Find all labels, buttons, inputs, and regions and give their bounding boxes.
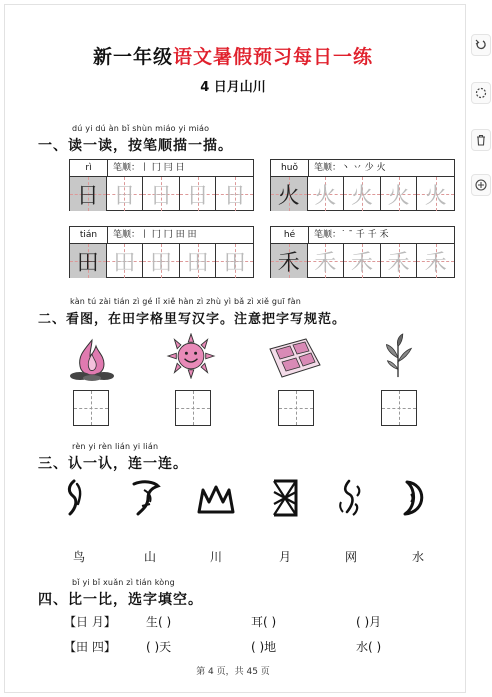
word-wang[interactable]: 网 <box>345 550 358 564</box>
lasso-icon <box>475 87 487 99</box>
section1-heading: 一、读一读，按笔顺描一描。 <box>38 138 233 154</box>
ancient-mountain-glyph <box>130 478 164 518</box>
fill-blank[interactable]: 耳( ) <box>251 615 277 629</box>
word-shui[interactable]: 水 <box>412 550 425 564</box>
fill-blank[interactable]: 生( ) <box>146 615 172 629</box>
rotate-button[interactable] <box>471 34 491 56</box>
fill-blank[interactable]: ( )地 <box>251 640 277 654</box>
section2-pinyin: kàn tú zài tián zì gé lǐ xiě hàn zì zhù yì bǎ zì xiě guī fàn <box>70 297 301 306</box>
fill-blank[interactable]: ( )天 <box>146 640 172 654</box>
field-picture <box>266 335 322 381</box>
word-shan[interactable]: 山 <box>144 550 157 564</box>
stroke-box-tian: tián 笔顺：丨 冂 冂 田 田 田 田 田 田 田 <box>69 226 254 278</box>
writing-grid-2[interactable] <box>175 390 211 426</box>
delete-button[interactable] <box>471 129 491 151</box>
word-chuan[interactable]: 川 <box>210 550 223 564</box>
stroke-box-huo: huǒ 笔顺：丶 丷 少 火 火 火 火 火 火 <box>270 159 455 211</box>
ancient-water-glyph <box>397 478 431 518</box>
trash-icon <box>475 134 487 146</box>
writing-grid-4[interactable] <box>381 390 417 426</box>
section3-pinyin: rèn yi rèn lián yi lián <box>72 442 159 451</box>
compare-group-tian-si: 【田 四】 <box>64 640 116 654</box>
page-number: 第 4 页，共 45 页 <box>196 667 270 677</box>
fire-picture <box>64 336 120 382</box>
sun-picture <box>163 333 219 379</box>
fill-blank[interactable]: 水( ) <box>356 640 382 654</box>
word-niao[interactable]: 鸟 <box>73 550 86 564</box>
writing-grid-3[interactable] <box>278 390 314 426</box>
lasso-button[interactable] <box>471 82 491 104</box>
grain-picture <box>370 333 426 379</box>
zoom-in-button[interactable] <box>471 174 491 196</box>
zoom-in-icon <box>475 179 487 191</box>
fill-blank[interactable]: ( )月 <box>356 615 382 629</box>
lesson-subtitle: 4 日月山川 <box>200 80 266 95</box>
ancient-river-glyph <box>196 480 236 520</box>
section1-pinyin: dú yi dú àn bǐ shùn miáo yi miáo <box>72 124 210 133</box>
section3-heading: 三、认一认，连一连。 <box>38 456 188 472</box>
word-yue[interactable]: 月 <box>279 550 292 564</box>
compare-group-ri-yue: 【日 月】 <box>64 615 116 629</box>
writing-grid-1[interactable] <box>73 390 109 426</box>
section2-heading: 二、看图，在田字格里写汉字。注意把字写规范。 <box>38 312 347 327</box>
ancient-net-glyph <box>335 478 369 518</box>
page-title: 新一年级语文暑假预习每日一练 <box>92 46 374 68</box>
rotate-icon <box>475 39 487 51</box>
stroke-box-ri: rì 笔顺：丨 冂 冃 日 日 日 日 日 日 <box>69 159 254 211</box>
stroke-box-he: hé 笔顺：˙ ˉ 千 千 禾 禾 禾 禾 禾 禾 <box>270 226 455 278</box>
trace-char: 日 <box>76 183 99 209</box>
ancient-bird-glyph <box>58 478 92 518</box>
section4-pinyin: bǐ yi bǐ xuǎn zì tián kòng <box>72 578 175 587</box>
section4-heading: 四、比一比，选字填空。 <box>38 592 203 608</box>
annotation-toolbar <box>469 34 492 204</box>
ancient-moon-glyph <box>268 478 302 518</box>
